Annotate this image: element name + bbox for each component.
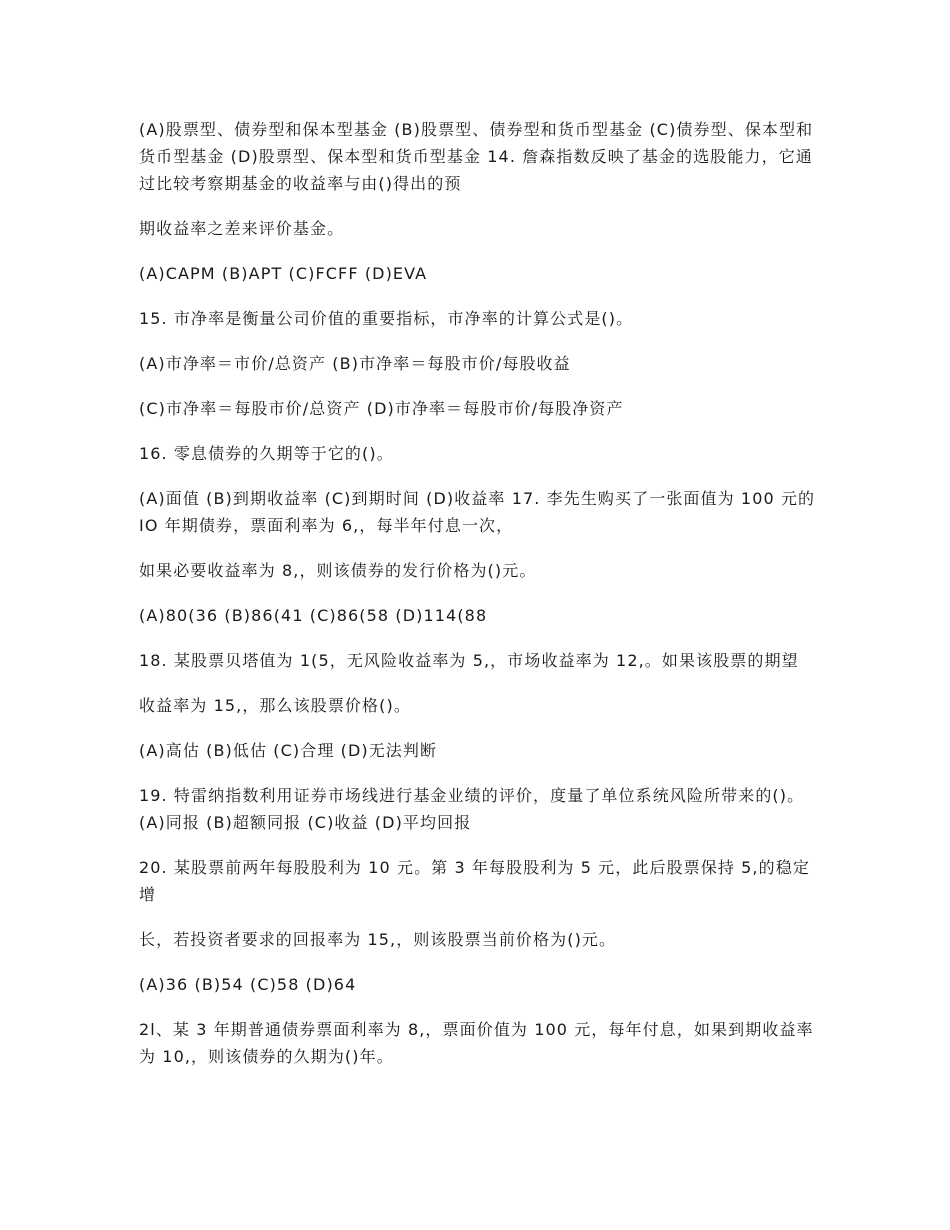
paragraph-fund-types-jensen: (A)股票型、债券型和保本型基金 (B)股票型、债券型和货币型基金 (C)债券型、保本型和货币型基金 (D)股票型、保本型和货币型基金 14. 詹森指数反映了基金的选股能力，它通过比较考察期基金的收益率与由()得出的预	[139, 120, 814, 193]
paragraph-q17-options: (A)80(36 (B)86(41 (C)86(58 (D)114(88	[139, 606, 488, 625]
paragraph-q18: 18. 某股票贝塔值为 1(5，无风险收益率为 5,，市场收益率为 12,。如果该股票的期望	[139, 651, 799, 670]
paragraph-q16-options-q17: (A)面值 (B)到期收益率 (C)到期时间 (D)收益率 17. 李先生购买了一张面值为 100 元的 IO 年期债券，票面利率为 6,，每半年付息一次，	[139, 489, 816, 535]
paragraph-jensen-continued: 期收益率之差来评价基金。	[139, 219, 345, 238]
paragraph-q21: 2l、某 3 年期普通债券票面利率为 8,，票面价值为 100 元，每年付息，如果到期收益率为 10,，则该债券的久期为()年。	[139, 1020, 814, 1066]
paragraph-q18-continued: 收益率为 15,，那么该股票价格()。	[139, 696, 411, 715]
paragraph-q15-options-ab: (A)市净率＝市价/总资产 (B)市净率＝每股市价/每股收益	[139, 354, 571, 373]
paragraph-q17-continued: 如果必要收益率为 8,，则该债券的发行价格为()元。	[139, 561, 537, 580]
paragraph-q18-options: (A)高估 (B)低估 (C)合理 (D)无法判断	[139, 741, 438, 760]
paragraph-q15-options-cd: (C)市净率＝每股市价/总资产 (D)市净率＝每股市价/每股净资产	[139, 399, 624, 418]
paragraph-q16: 16. 零息债券的久期等于它的()。	[139, 444, 394, 463]
document-body	[139, 116, 819, 1088]
paragraph-q20: 20. 某股票前两年每股股利为 10 元。第 3 年每股股利为 5 元，此后股票保持 5,的稳定增	[139, 858, 810, 904]
paragraph-q20-options: (A)36 (B)54 (C)58 (D)64	[139, 975, 357, 994]
paragraph-q15: 15. 市净率是衡量公司价值的重要指标，市净率的计算公式是()。	[139, 309, 634, 328]
paragraph-q20-continued: 长，若投资者要求的回报率为 15,，则该股票当前价格为()元。	[139, 930, 617, 949]
paragraph-q14-options: (A)CAPM (B)APT (C)FCFF (D)EVA	[139, 264, 428, 283]
paragraph-q19: 19. 特雷纳指数利用证券市场线进行基金业绩的评价，度量了单位系统风险所带来的()。 (A)同报 (B)超额同报 (C)收益 (D)平均回报	[139, 786, 805, 832]
